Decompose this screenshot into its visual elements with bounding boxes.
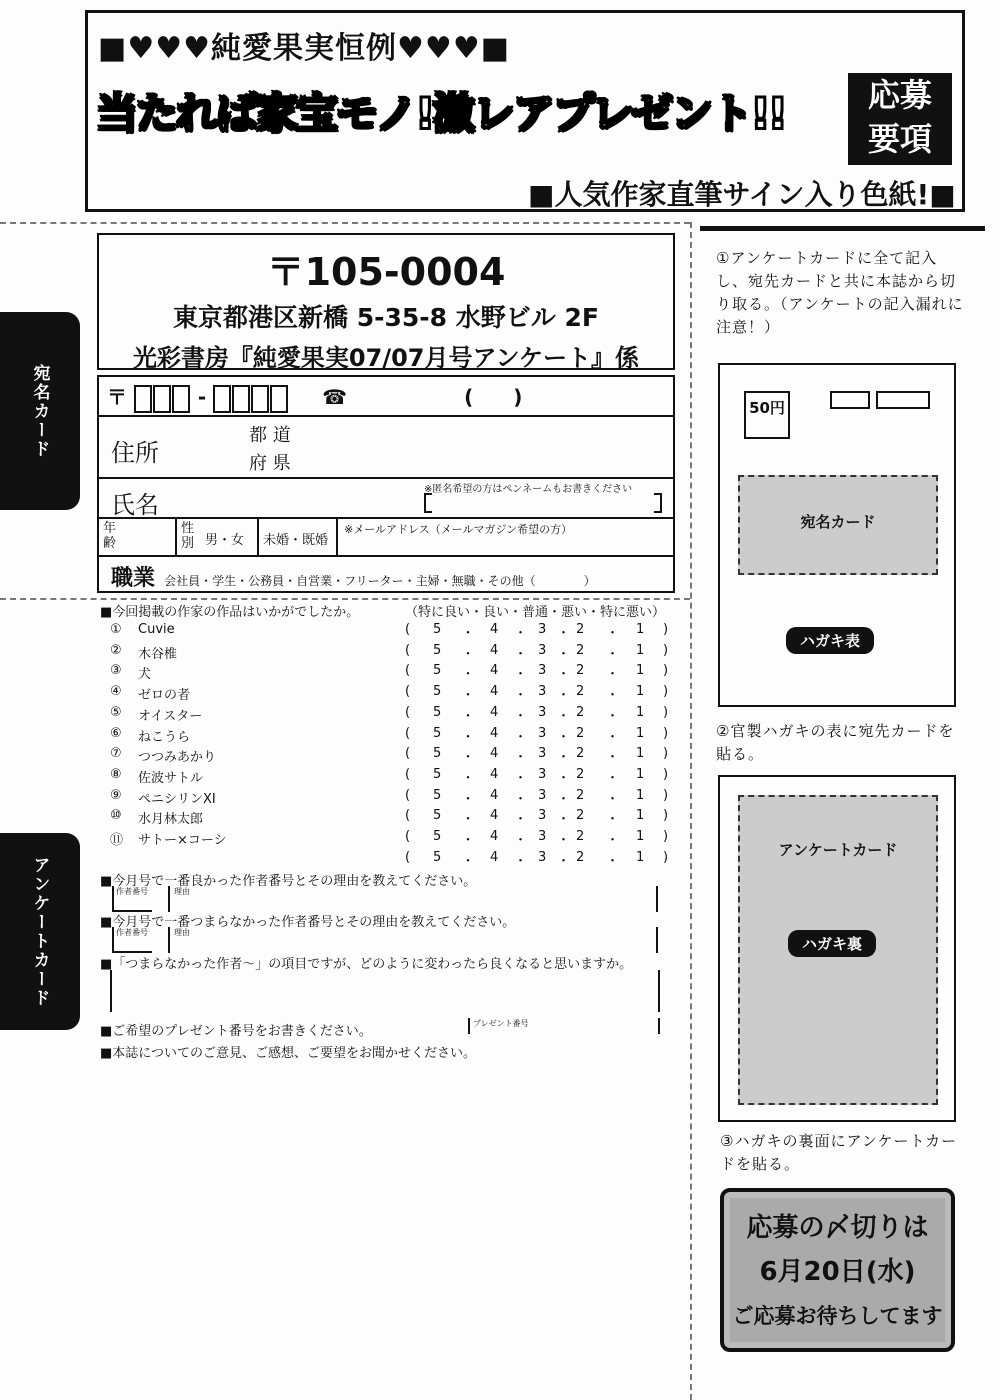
- reason-field[interactable]: [168, 927, 658, 953]
- survey-row: [108, 643, 668, 663]
- paren: ): [663, 725, 669, 741]
- rating-option[interactable]: 3: [538, 746, 547, 762]
- separator: ・: [557, 812, 571, 828]
- address-line2: 光彩書房『純愛果実07/07月号アンケート』係: [132, 344, 640, 372]
- tab-address-card: 宛名カード: [0, 312, 80, 510]
- q-present: ■ご希望のプレゼント番号をお書きください。: [100, 1024, 372, 1039]
- reason-label: 理由: [174, 928, 190, 937]
- name-label: 氏名: [111, 491, 159, 519]
- paren: (: [405, 787, 411, 803]
- rating-option[interactable]: 5: [433, 787, 442, 803]
- headline: 当たれば家宝モノ!激レアプレゼント!!: [96, 89, 786, 138]
- step2-text: ②官製ハガキの表に宛先カードを貼る。: [716, 722, 955, 763]
- author-name: 佐波サトル: [138, 770, 204, 786]
- author-name: 木谷椎: [138, 646, 178, 662]
- zip-boxes: [876, 391, 930, 409]
- separator: ・: [514, 770, 528, 786]
- separator: ・: [461, 853, 475, 869]
- rating-option[interactable]: 5: [433, 704, 442, 720]
- author-name: Cuvie: [138, 622, 175, 637]
- prefecture-label: 都 道: [249, 425, 291, 446]
- deadline-box: [720, 1188, 955, 1352]
- q-best: ■今月号で一番良かった作者番号とその理由を教えてください。: [100, 874, 477, 889]
- paren: ): [663, 766, 669, 782]
- rating-option[interactable]: 3: [538, 622, 547, 637]
- rating-option[interactable]: 3: [538, 642, 547, 658]
- separator: ・: [606, 853, 620, 869]
- separator: ・: [461, 646, 475, 662]
- rating-option[interactable]: 1: [636, 787, 645, 803]
- paren: (: [405, 808, 411, 824]
- rating-option[interactable]: 1: [636, 663, 645, 679]
- rating-option[interactable]: 5: [433, 808, 442, 824]
- survey-row: [108, 705, 668, 725]
- rating-option[interactable]: 2: [576, 849, 585, 865]
- rating-option[interactable]: 1: [636, 704, 645, 720]
- rating-option[interactable]: 3: [538, 704, 547, 720]
- step1-text: ①アンケートカードに全て記入し、宛先カードと共に本誌から切り取る。（アンケートの記入漏れに注意！）: [716, 249, 964, 336]
- rating-option[interactable]: 4: [490, 849, 499, 865]
- present-number-label: プレゼント番号: [473, 1019, 529, 1028]
- paren: (: [405, 849, 411, 865]
- address-card-placement: 宛名カード: [738, 475, 938, 575]
- survey-row: [108, 788, 668, 808]
- author-number: ②: [110, 642, 122, 658]
- separator: ・: [606, 667, 620, 683]
- separator: ・: [514, 833, 528, 848]
- rating-option[interactable]: 4: [490, 808, 499, 824]
- rating-option[interactable]: 5: [433, 725, 442, 741]
- rating-option[interactable]: 1: [636, 849, 645, 865]
- sex-options[interactable]: 男・女: [205, 533, 245, 548]
- author-name: 水月林太郎: [138, 812, 204, 828]
- separator: ・: [461, 812, 475, 828]
- marital-options[interactable]: 未婚・既婚: [263, 533, 329, 548]
- rating-option[interactable]: 1: [636, 829, 645, 844]
- postcard-back: [718, 775, 956, 1122]
- phone-input[interactable]: ( ): [464, 385, 523, 409]
- separator: ・: [606, 688, 620, 704]
- rating-option[interactable]: 3: [538, 663, 547, 679]
- improve-field[interactable]: [110, 970, 660, 1012]
- author-number: ⑪: [110, 833, 124, 848]
- survey-row: [108, 829, 668, 849]
- separator: ・: [606, 708, 620, 724]
- rating-option[interactable]: 3: [538, 829, 547, 844]
- deadline-line3: ご応募お待ちしてます: [732, 1304, 943, 1328]
- rating-option[interactable]: 4: [490, 766, 499, 782]
- name-row[interactable]: [99, 479, 673, 519]
- separator: ・: [461, 750, 475, 766]
- separator: ・: [557, 853, 571, 869]
- separator: ・: [557, 770, 571, 786]
- author-name: ペニシリンXI: [138, 791, 216, 807]
- paren: (: [405, 684, 411, 700]
- stamp: 50円: [744, 391, 790, 439]
- badge-line1: 応募: [867, 76, 932, 114]
- age-label[interactable]: 年齢: [103, 521, 117, 551]
- rating-option[interactable]: 2: [576, 704, 585, 720]
- rating-option[interactable]: 5: [433, 684, 442, 700]
- separator: ・: [461, 708, 475, 724]
- step3-text: ③ハガキの裏面にアンケートカードを貼る。: [720, 1132, 958, 1173]
- mailing-address: [97, 233, 675, 370]
- postcard-front: [718, 363, 956, 707]
- rating-option[interactable]: 2: [576, 829, 585, 844]
- paren: ): [663, 808, 669, 824]
- paren: (: [405, 704, 411, 720]
- paren: (: [405, 746, 411, 762]
- zip-boxes: [830, 391, 870, 409]
- separator: ・: [557, 667, 571, 683]
- email-note[interactable]: ※メールアドレス（メールマガジン希望の方）: [344, 523, 573, 536]
- rating-option[interactable]: 5: [433, 849, 442, 865]
- zip-mark: 〒: [107, 385, 127, 409]
- rating-option[interactable]: 1: [636, 725, 645, 741]
- rating-option[interactable]: 1: [636, 808, 645, 824]
- separator: ・: [606, 812, 620, 828]
- rating-option[interactable]: 3: [538, 725, 547, 741]
- separator: ・: [606, 646, 620, 662]
- application-badge: [848, 73, 952, 165]
- separator: ・: [514, 729, 528, 745]
- cut-line: [0, 598, 690, 600]
- author-number: ⑨: [110, 787, 122, 803]
- author-number: ⑥: [110, 725, 122, 741]
- rating-scale: （特に良い・良い・普通・悪い・特に悪い）: [405, 605, 666, 620]
- survey-card-label: アンケートカード: [778, 841, 898, 859]
- separator: ・: [557, 750, 571, 766]
- author-number-field[interactable]: [112, 927, 152, 953]
- survey-row: [108, 850, 668, 870]
- paren: ): [663, 684, 669, 700]
- rating-option[interactable]: 3: [538, 808, 547, 824]
- rating-option[interactable]: 3: [538, 766, 547, 782]
- author-number-field[interactable]: [112, 886, 152, 912]
- cut-line: [690, 222, 692, 1400]
- paren: (: [405, 725, 411, 741]
- separator: ・: [514, 812, 528, 828]
- divider: [700, 226, 985, 231]
- present-number-field[interactable]: [468, 1018, 660, 1034]
- postcard-front-label: ハガキ表: [786, 627, 874, 654]
- paren: ): [663, 746, 669, 762]
- paren: ): [663, 663, 669, 679]
- separator: ・: [606, 626, 620, 641]
- rating-option[interactable]: 1: [636, 746, 645, 762]
- paren: ): [663, 849, 669, 865]
- rating-option[interactable]: 1: [636, 766, 645, 782]
- survey-row: [108, 767, 668, 787]
- job-row[interactable]: [111, 561, 596, 592]
- rating-option[interactable]: 5: [433, 829, 442, 844]
- survey-row: [108, 746, 668, 766]
- rating-option[interactable]: 4: [490, 746, 499, 762]
- subheadline: ■人気作家直筆サイン入り色紙!■: [528, 178, 956, 211]
- cut-line: [0, 222, 690, 224]
- author-number: ⑤: [110, 704, 122, 720]
- survey-row: [108, 663, 668, 683]
- rating-option[interactable]: 2: [576, 766, 585, 782]
- header-banner: [85, 10, 965, 212]
- kicker: ■♥♥♥純愛果実恒例♥♥♥■: [98, 31, 511, 66]
- paren: ): [663, 829, 669, 844]
- job-label: 職業: [111, 566, 156, 591]
- deadline-line1: 応募の〆切りは: [746, 1213, 929, 1243]
- rating-option[interactable]: 2: [576, 642, 585, 658]
- reason-field[interactable]: [168, 886, 658, 912]
- address-form: [97, 375, 675, 593]
- separator: ・: [461, 667, 475, 683]
- rating-option[interactable]: 2: [576, 684, 585, 700]
- separator: ・: [557, 626, 571, 641]
- separator: ・: [514, 688, 528, 704]
- paren: ): [663, 622, 669, 637]
- rating-option[interactable]: 5: [433, 663, 442, 679]
- rating-option[interactable]: 3: [538, 787, 547, 803]
- rating-option[interactable]: 5: [433, 622, 442, 637]
- address-line1: 東京都港区新橋 5-35-8 水野ビル 2F: [173, 303, 599, 332]
- postcard-back-label: ハガキ裏: [788, 930, 876, 957]
- author-number: ①: [110, 622, 122, 637]
- author-name: オイスター: [138, 708, 203, 724]
- separator: ・: [606, 750, 620, 766]
- separator: ・: [557, 708, 571, 724]
- rating-option[interactable]: 4: [490, 663, 499, 679]
- separator: ・: [461, 770, 475, 786]
- paren: (: [405, 622, 411, 637]
- rating-option[interactable]: 1: [636, 684, 645, 700]
- separator: ・: [514, 626, 528, 641]
- job-options[interactable]: 会社員・学生・公務員・自営業・フリーター・主婦・無職・その他（ ）: [164, 574, 596, 588]
- separator: ・: [514, 667, 528, 683]
- separator: ・: [557, 833, 571, 848]
- separator: ・: [461, 626, 475, 641]
- address-row[interactable]: [99, 417, 673, 479]
- paren: (: [405, 642, 411, 658]
- author-name: つつみあかり: [138, 750, 217, 766]
- paren: (: [405, 766, 411, 782]
- author-number: ③: [110, 663, 122, 679]
- phone-icon: ☎: [322, 385, 348, 409]
- author-number: ⑦: [110, 746, 122, 762]
- author-name: サトー×コーシ: [138, 833, 227, 848]
- rating-option[interactable]: 4: [490, 829, 499, 844]
- separator: ・: [557, 729, 571, 745]
- author-number: ⑩: [110, 808, 122, 824]
- q-worst: ■今月号で一番つまらなかった作者番号とその理由を教えてください。: [100, 915, 516, 930]
- author-name: 犬: [138, 667, 152, 683]
- rating-option[interactable]: 4: [490, 622, 499, 637]
- zip-code: 〒105-0004: [266, 250, 506, 294]
- rating-option[interactable]: 2: [576, 808, 585, 824]
- author-number: ④: [110, 684, 122, 700]
- separator: ・: [461, 729, 475, 745]
- rating-option[interactable]: 2: [576, 787, 585, 803]
- zip-input[interactable]: -: [134, 385, 289, 409]
- rating-option[interactable]: 2: [576, 746, 585, 762]
- paren: ): [663, 704, 669, 720]
- separator: ・: [606, 791, 620, 807]
- separator: ・: [514, 750, 528, 766]
- separator: ・: [461, 688, 475, 704]
- separator: ・: [606, 729, 620, 745]
- separator: ・: [557, 688, 571, 704]
- paren: ): [663, 787, 669, 803]
- rating-option[interactable]: 4: [490, 704, 499, 720]
- q-improve: ■「つまらなかった作者～」の項目ですが、どのように変わったら良くなると思いますか。: [100, 957, 633, 972]
- rating-option[interactable]: 1: [636, 622, 645, 637]
- paren: (: [405, 829, 411, 844]
- rating-option[interactable]: 4: [490, 787, 499, 803]
- rating-option[interactable]: 5: [433, 766, 442, 782]
- separator: ・: [514, 708, 528, 724]
- paren: (: [405, 663, 411, 679]
- address-label: 住所: [111, 439, 159, 467]
- separator: ・: [514, 853, 528, 869]
- name-note: ※匿名希望の方はペンネームもお書きください: [424, 484, 633, 495]
- author-name: ゼロの者: [138, 688, 191, 704]
- reason-label: 理由: [174, 887, 190, 896]
- separator: ・: [514, 791, 528, 807]
- rating-option[interactable]: 2: [576, 622, 585, 637]
- rating-option[interactable]: 3: [538, 849, 547, 865]
- zip-tel-row: [99, 377, 673, 417]
- separator: ・: [461, 833, 475, 848]
- author-name: ねこうら: [138, 729, 191, 745]
- deadline-date: 6月20日(水): [759, 1257, 916, 1287]
- survey-row: [108, 622, 668, 642]
- rating-option[interactable]: 5: [433, 642, 442, 658]
- rating-option[interactable]: 4: [490, 642, 499, 658]
- rating-option[interactable]: 4: [490, 684, 499, 700]
- survey-row: [108, 684, 668, 704]
- paren: ): [663, 642, 669, 658]
- survey-question: ■今回掲載の作家の作品はいかがでしたか。: [100, 605, 360, 620]
- rating-option[interactable]: 3: [538, 684, 547, 700]
- separator: ・: [514, 646, 528, 662]
- sex-label: 性別: [181, 521, 195, 551]
- rating-option[interactable]: 2: [576, 725, 585, 741]
- survey-row: [108, 808, 668, 828]
- survey-row: [108, 726, 668, 746]
- author-number-label: 作者番号: [116, 887, 148, 896]
- separator: ・: [606, 770, 620, 786]
- tab-survey-card: アンケートカード: [0, 833, 80, 1030]
- rating-option[interactable]: 4: [490, 725, 499, 741]
- author-number-label: 作者番号: [116, 928, 148, 937]
- rating-option[interactable]: 2: [576, 663, 585, 679]
- profile-row: [99, 519, 673, 557]
- separator: ・: [606, 833, 620, 848]
- rating-option[interactable]: 5: [433, 746, 442, 762]
- separator: ・: [461, 791, 475, 807]
- separator: ・: [557, 791, 571, 807]
- badge-line2: 要項: [867, 120, 932, 158]
- prefecture-label: 府 県: [249, 453, 291, 474]
- author-number: ⑧: [110, 766, 122, 782]
- separator: ・: [557, 646, 571, 662]
- q-opinion: ■本誌についてのご意見、ご感想、ご要望をお聞かせください。: [100, 1046, 477, 1061]
- rating-option[interactable]: 1: [636, 642, 645, 658]
